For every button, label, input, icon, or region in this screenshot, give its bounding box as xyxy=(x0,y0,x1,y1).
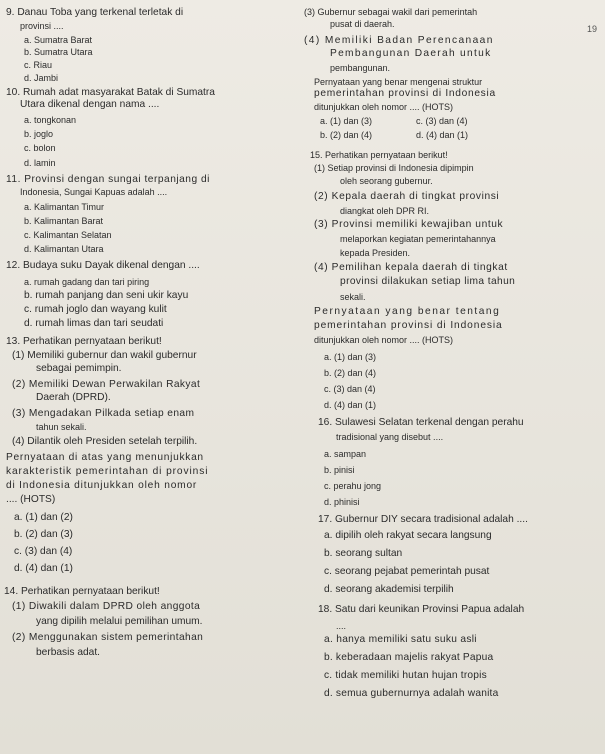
q11-option-b[interactable]: b. Kalimantan Barat xyxy=(24,216,104,226)
q17-option-a[interactable]: a. dipilih oleh rakyat secara langsung xyxy=(324,530,492,541)
q14-option-d[interactable]: d. (4) dan (1) xyxy=(416,130,469,140)
left-column xyxy=(0,0,300,754)
q11-option-c[interactable]: c. Kalimantan Selatan xyxy=(24,230,112,240)
q10-stem-2: Utara dikenal dengan nama .... xyxy=(20,99,160,110)
q15-statement-1b: oleh seorang gubernur. xyxy=(340,176,433,186)
q13-statement-3a: (3) Mengadakan Pilkada setiap enam xyxy=(12,408,195,419)
right-column xyxy=(300,0,605,754)
q16-stem-1: 16. Sulawesi Selatan terkenal dengan perahu xyxy=(318,417,524,428)
q15-statement-4b: provinsi dilakukan setiap lima tahun xyxy=(340,276,516,287)
q13-statement-4: (4) Dilantik oleh Presiden setelah terpilih. xyxy=(12,436,198,447)
q15-statement-2b: diangkat oleh DPR RI. xyxy=(340,206,430,216)
q13-statement-1a: (1) Memiliki gubernur dan wakil gubernur xyxy=(12,350,197,361)
q15-statement-2a: (2) Kepala daerah di tingkat provinsi xyxy=(314,191,500,202)
q15-option-d[interactable]: d. (4) dan (1) xyxy=(324,400,377,410)
q18-stem: 18. Satu dari keunikan Provinsi Papua adalah xyxy=(318,604,525,615)
q13-option-d[interactable]: d. (4) dan (1) xyxy=(14,563,73,574)
q17-option-c[interactable]: c. seorang pejabat pemerintah pusat xyxy=(324,566,490,577)
q14-statement-1a: (1) Diwakili dalam DPRD oleh anggota xyxy=(12,601,201,612)
q14-statement-2a: (2) Menggunakan sistem pemerintahan xyxy=(12,632,204,643)
q10-option-d[interactable]: d. lamin xyxy=(24,158,56,168)
q13-question-2: karakteristik pemerintahan di provinsi xyxy=(6,466,209,477)
q12-stem: 12. Budaya suku Dayak dikenal dengan .... xyxy=(6,260,200,271)
q11-option-d[interactable]: d. Kalimantan Utara xyxy=(24,244,104,254)
q18-option-c[interactable]: c. tidak memiliki hutan hujan tropis xyxy=(324,670,487,681)
q15-stem: 15. Perhatikan pernyataan berikut! xyxy=(310,150,448,160)
q14-statement-2b: berbasis adat. xyxy=(36,647,100,658)
q11-stem-2: Indonesia, Sungai Kapuas adalah .... xyxy=(20,187,168,197)
q15-statement-3c: kepada Presiden. xyxy=(340,248,411,258)
q15-question-3: ditunjukkan oleh nomor .... (HOTS) xyxy=(314,335,454,345)
q12-option-b[interactable]: b. rumah panjang dan seni ukir kayu xyxy=(24,290,189,301)
q11-stem-1: 11. Provinsi dengan sungai terpanjang di xyxy=(6,174,210,185)
q14-statement-3b: pusat di daerah. xyxy=(330,19,395,29)
q14-statement-4a: (4) Memiliki Badan Perencanaan xyxy=(304,35,494,46)
q12-option-a[interactable]: a. rumah gadang dan tari piring xyxy=(24,277,150,287)
q13-question-1: Pernyataan di atas yang menunjukkan xyxy=(6,452,204,463)
q13-question-4: .... (HOTS) xyxy=(6,494,56,505)
q16-option-c[interactable]: c. perahu jong xyxy=(324,481,382,491)
q10-stem-1: 10. Rumah adat masyarakat Batak di Sumatra xyxy=(6,87,215,98)
q18-dots: .... xyxy=(336,621,347,631)
q14-stem: 14. Perhatikan pernyataan berikut! xyxy=(4,586,160,597)
q13-statement-1b: sebagai pemimpin. xyxy=(36,363,122,374)
q15-option-a[interactable]: a. (1) dan (3) xyxy=(324,352,377,362)
q16-option-a[interactable]: a. sampan xyxy=(324,449,367,459)
q14-statement-1b: yang dipilih melalui pemilihan umum. xyxy=(36,616,203,627)
q13-option-c[interactable]: c. (3) dan (4) xyxy=(14,546,73,557)
q14-question-3: ditunjukkan oleh nomor .... (HOTS) xyxy=(314,102,454,112)
q14-option-b[interactable]: b. (2) dan (4) xyxy=(320,130,373,140)
q17-option-d[interactable]: d. seorang akademisi terpilih xyxy=(324,584,454,595)
q10-option-a[interactable]: a. tongkonan xyxy=(24,115,77,125)
q16-option-b[interactable]: b. pinisi xyxy=(324,465,355,475)
q16-option-d[interactable]: d. phinisi xyxy=(324,497,360,507)
q15-statement-4c: sekali. xyxy=(340,292,366,302)
q9-option-b[interactable]: b. Sumatra Utara xyxy=(24,47,93,57)
q18-option-a[interactable]: a. hanya memiliki satu suku asli xyxy=(324,634,477,645)
q14-option-c[interactable]: c. (3) dan (4) xyxy=(416,116,468,126)
q9-option-d[interactable]: d. Jambi xyxy=(24,73,59,83)
q9-stem-2: provinsi .... xyxy=(20,21,64,31)
q17-stem: 17. Gubernur DIY secara tradisional adalah .... xyxy=(318,514,528,525)
q14-statement-4c: pembangunan. xyxy=(330,63,391,73)
q14-statement-3a: (3) Gubernur sebagai wakil dari pemerintah xyxy=(304,7,478,17)
q13-statement-2a: (2) Memiliki Dewan Perwakilan Rakyat xyxy=(12,379,201,390)
page-mark: 19 xyxy=(586,24,597,34)
q11-option-a[interactable]: a. Kalimantan Timur xyxy=(24,202,105,212)
q13-question-3: di Indonesia ditunjukkan oleh nomor xyxy=(6,480,198,491)
q15-statement-3a: (3) Provinsi memiliki kewajiban untuk xyxy=(314,219,504,230)
q15-option-c[interactable]: c. (3) dan (4) xyxy=(324,384,376,394)
q9-option-c[interactable]: c. Riau xyxy=(24,60,53,70)
q15-statement-4a: (4) Pemilihan kepala daerah di tingkat xyxy=(314,262,508,273)
q14-question-1: Pernyataan yang benar mengenai struktur xyxy=(314,77,483,87)
q9-option-a[interactable]: a. Sumatra Barat xyxy=(24,35,93,45)
q18-option-b[interactable]: b. keberadaan majelis rakyat Papua xyxy=(324,652,494,663)
q16-stem-2: tradisional yang disebut .... xyxy=(336,432,444,442)
q12-option-c[interactable]: c. rumah joglo dan wayang kulit xyxy=(24,304,167,315)
q14-statement-4b: Pembangunan Daerah untuk xyxy=(330,48,492,59)
q15-question-2: pemerintahan provinsi di Indonesia xyxy=(314,320,503,331)
q12-option-d[interactable]: d. rumah limas dan tari seudati xyxy=(24,318,164,329)
q9-stem-1: 9. Danau Toba yang terkenal terletak di xyxy=(6,7,184,18)
q15-statement-3b: melaporkan kegiatan pemerintahannya xyxy=(340,234,496,244)
q13-option-a[interactable]: a. (1) dan (2) xyxy=(14,512,73,523)
q15-option-b[interactable]: b. (2) dan (4) xyxy=(324,368,377,378)
q13-statement-3b: tahun sekali. xyxy=(36,422,87,432)
q13-option-b[interactable]: b. (2) dan (3) xyxy=(14,529,73,540)
q10-option-b[interactable]: b. joglo xyxy=(24,129,54,139)
q17-option-b[interactable]: b. seorang sultan xyxy=(324,548,403,559)
q15-question-1: Pernyataan yang benar tentang xyxy=(314,306,501,317)
q14-question-2: pemerintahan provinsi di Indonesia xyxy=(314,88,496,99)
q18-option-d[interactable]: d. semua gubernurnya adalah wanita xyxy=(324,688,499,699)
q13-stem: 13. Perhatikan pernyataan berikut! xyxy=(6,336,162,347)
q10-option-c[interactable]: c. bolon xyxy=(24,143,56,153)
q13-statement-2b: Daerah (DPRD). xyxy=(36,392,111,403)
q14-option-a[interactable]: a. (1) dan (3) xyxy=(320,116,373,126)
q15-statement-1a: (1) Setiap provinsi di Indonesia dipimpin xyxy=(314,163,474,173)
